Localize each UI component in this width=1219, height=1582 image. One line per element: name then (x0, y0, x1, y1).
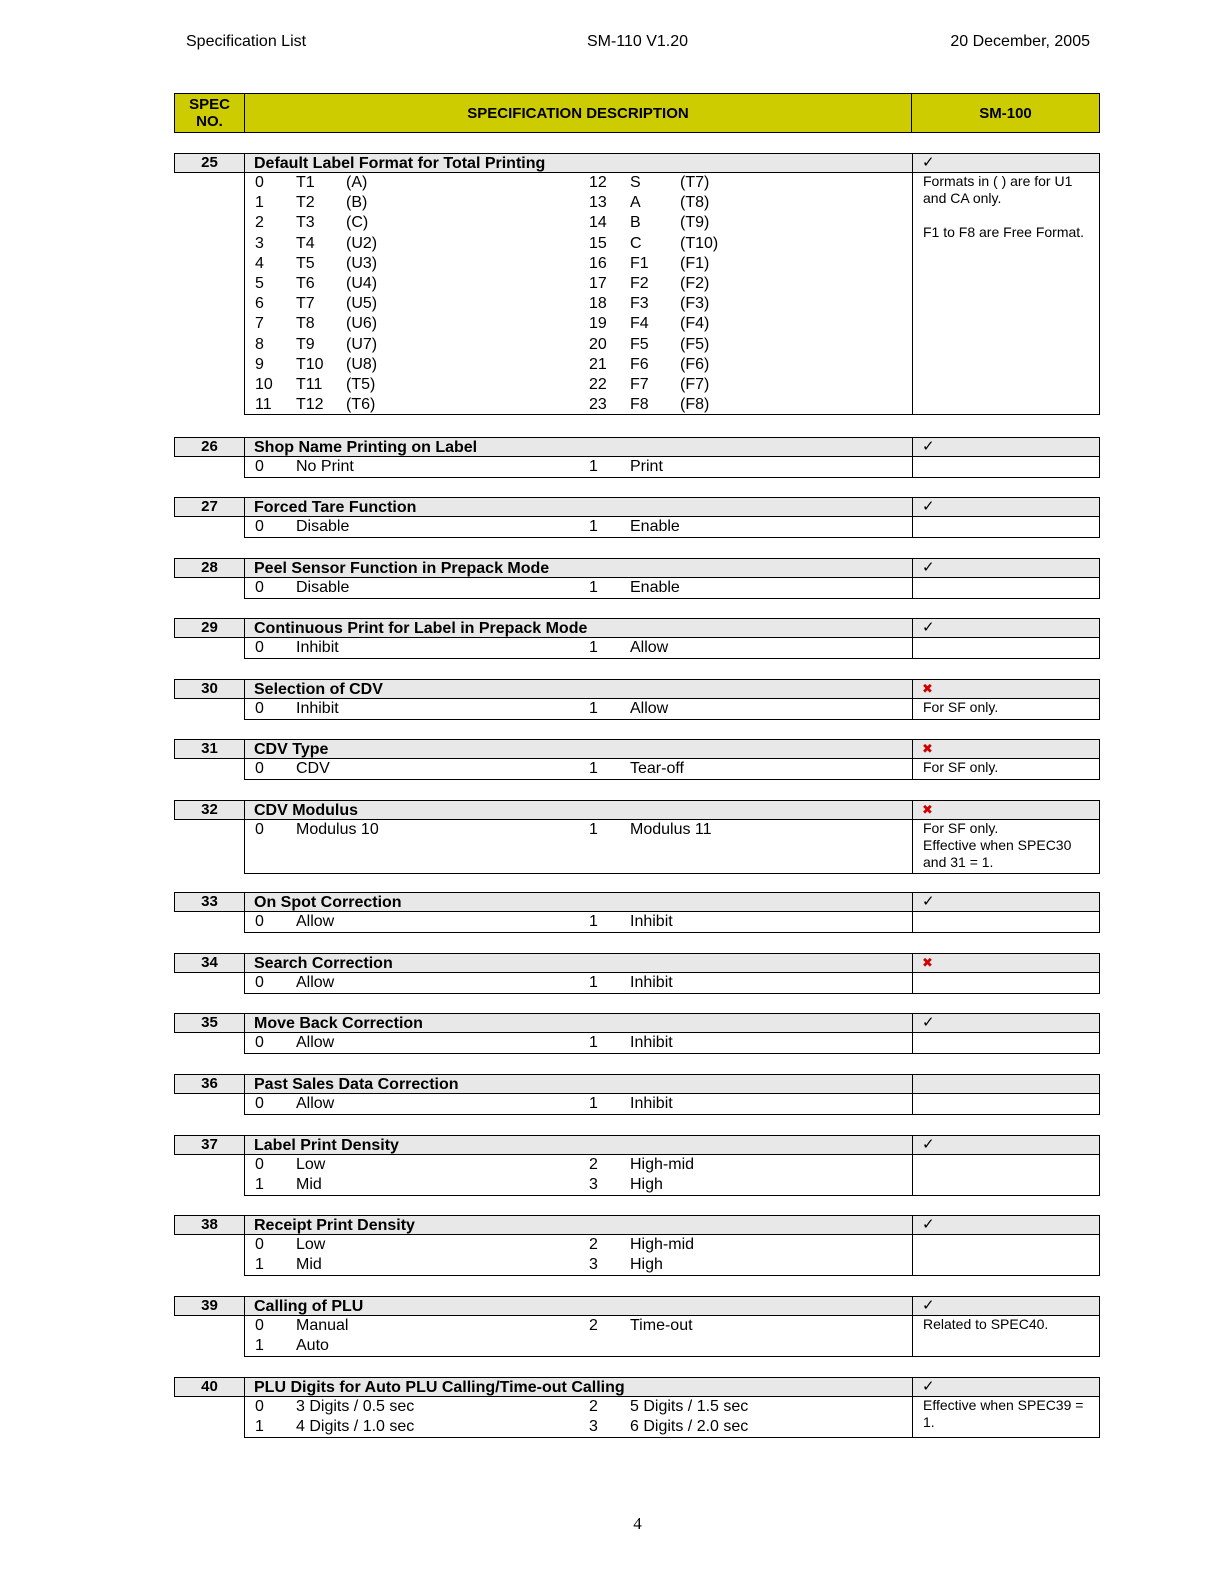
option-right-value: 14 (589, 214, 607, 232)
option-left-code: (T6) (346, 396, 376, 414)
divider (912, 973, 913, 993)
option-right-label: F3 (630, 295, 649, 313)
spec-title-row (174, 1377, 1100, 1397)
option-right-label: F1 (630, 254, 649, 272)
option-right-label: F6 (630, 355, 649, 373)
spec-options (244, 1094, 1100, 1115)
check-icon: ✓ (922, 893, 935, 910)
spec-39 (0, 1296, 1219, 1359)
option-right-code: (F5) (680, 335, 710, 353)
option-right-value: 1 (589, 458, 598, 475)
option-right-value: 1 (589, 1095, 598, 1112)
divider (912, 1136, 913, 1154)
column-header-row (174, 93, 1100, 133)
option-right-value: 2 (589, 1236, 598, 1253)
option-right-label: Inhibit (630, 974, 673, 991)
option-left-value: 0 (255, 700, 264, 717)
divider (912, 1397, 913, 1437)
spec-options (244, 457, 1100, 478)
option-left-label: Disable (296, 518, 350, 535)
divider (912, 680, 913, 698)
check-icon: ✓ (922, 1378, 935, 1395)
option-left-value: 5 (255, 275, 264, 292)
option-right-code: (T7) (680, 174, 710, 191)
option-left-label: T2 (296, 194, 315, 212)
option-right-label: A (630, 194, 641, 212)
option-left-value: 10 (255, 376, 273, 393)
option-right-value: 19 (589, 315, 607, 333)
option-right-label: S (630, 174, 641, 191)
option-right-value: 20 (589, 335, 607, 353)
spec-number: 37 (175, 1136, 245, 1154)
option-left-label: T12 (296, 396, 324, 414)
spec-options (244, 638, 1100, 659)
option-left-label: Manual (296, 1317, 349, 1334)
check-icon: ✓ (922, 1014, 935, 1031)
option-right-value: 2 (589, 1317, 598, 1334)
spec-title: Receipt Print Density (254, 1217, 415, 1234)
option-right-value: 1 (589, 700, 598, 717)
spec-title-row (174, 558, 1100, 578)
option-left-label: Allow (296, 1095, 335, 1112)
spec-38 (0, 1215, 1219, 1278)
divider (912, 498, 913, 516)
option-right-label: Allow (630, 700, 669, 717)
option-right-code: (F2) (680, 275, 710, 292)
option-left-value: 0 (255, 974, 264, 991)
spec-number: 40 (175, 1378, 245, 1396)
option-left-value: 0 (255, 913, 264, 930)
option-left-value: 0 (255, 174, 264, 191)
spec-title-row (174, 1074, 1100, 1094)
option-right-label: Modulus 11 (630, 821, 712, 838)
check-icon: ✓ (922, 154, 935, 171)
check-icon: ✓ (922, 1297, 935, 1314)
divider (912, 1075, 913, 1093)
spec-title: CDV Modulus (254, 802, 358, 819)
option-right-value: 21 (589, 355, 607, 373)
spec-title-row (174, 153, 1100, 173)
spec-title: Continuous Print for Label in Prepack Mode (254, 620, 588, 637)
option-left-value: 0 (255, 1095, 264, 1112)
option-right-value: 1 (589, 1034, 598, 1051)
option-left-label: Mid (296, 1256, 322, 1274)
cross-icon: ✖ (922, 955, 933, 970)
option-right-value: 1 (589, 760, 598, 777)
option-right-code: (F1) (680, 254, 710, 272)
option-right-value: 1 (589, 974, 598, 991)
option-left-label: T3 (296, 214, 315, 232)
spec-number: 33 (175, 893, 245, 911)
cross-icon: ✖ (922, 681, 933, 696)
option-right-label: High-mid (630, 1236, 695, 1253)
column-spec-no: SPEC NO. (175, 94, 245, 132)
divider (912, 619, 913, 637)
spec-title: Calling of PLU (254, 1298, 364, 1315)
divider (912, 438, 913, 456)
option-right-label: Inhibit (630, 1034, 673, 1051)
spec-note: Effective when SPEC39 = 1. (923, 1397, 1084, 1430)
option-left-value: 4 (255, 254, 264, 272)
spec-number: 25 (175, 154, 245, 172)
spec-number: 38 (175, 1216, 245, 1234)
header-model: SM-110 V1.20 (586, 33, 689, 50)
option-left-value: 3 (255, 234, 264, 252)
spec-options (244, 973, 1100, 994)
option-right-code: (F4) (680, 315, 710, 333)
option-left-value: 9 (255, 355, 264, 373)
option-left-label: Modulus 10 (296, 821, 379, 838)
spec-options (244, 912, 1100, 933)
spec-number: 27 (175, 498, 245, 516)
check-icon: ✓ (922, 1216, 935, 1233)
option-left-value: 0 (255, 1398, 264, 1415)
spec-35 (0, 1013, 1219, 1056)
spec-37 (0, 1135, 1219, 1198)
spec-title: On Spot Correction (254, 894, 402, 911)
check-icon: ✓ (922, 438, 935, 455)
option-left-label: Low (296, 1236, 326, 1253)
spec-26 (0, 437, 1219, 480)
option-right-value: 16 (589, 254, 607, 272)
option-right-label: F8 (630, 396, 649, 414)
spec-title: Label Print Density (254, 1137, 399, 1154)
option-right-code: (F3) (680, 295, 710, 313)
option-right-code: (F7) (680, 376, 710, 393)
option-left-label: T10 (296, 355, 324, 373)
option-right-label: C (630, 234, 642, 252)
spec-number: 26 (175, 438, 245, 456)
page-number: 4 (633, 1514, 642, 1533)
spec-title: Search Correction (254, 955, 393, 972)
spec-title-row (174, 679, 1100, 699)
divider (912, 517, 913, 537)
option-left-value: 1 (255, 194, 264, 212)
option-left-label: Allow (296, 913, 335, 930)
spec-options (244, 1033, 1100, 1054)
option-left-value: 0 (255, 639, 264, 656)
spec-title-row (174, 739, 1100, 759)
option-left-label: T6 (296, 275, 315, 292)
spec-title: Shop Name Printing on Label (254, 439, 478, 456)
spec-options (244, 759, 1100, 780)
option-left-value: 0 (255, 579, 264, 596)
spec-title: CDV Type (254, 741, 329, 758)
spec-number: 39 (175, 1297, 245, 1315)
divider (912, 759, 913, 779)
option-left-code: (A) (346, 174, 368, 191)
option-left-label: T1 (296, 174, 315, 191)
option-right-code: (F8) (680, 396, 710, 414)
option-right-value: 3 (589, 1176, 598, 1194)
spec-note: For SF only. Effective when SPEC30 and 31 = 1. (923, 820, 1072, 870)
option-left-value: 0 (255, 821, 264, 838)
spec-note: For SF only. (923, 699, 999, 715)
spec-title-row (174, 1296, 1100, 1316)
spec-title: Selection of CDV (254, 681, 383, 698)
divider (912, 1378, 913, 1396)
option-left-value: 8 (255, 335, 264, 353)
spec-options (244, 820, 1100, 874)
spec-note: Related to SPEC40. (923, 1316, 1049, 1332)
spec-options (244, 1316, 1100, 1357)
divider (912, 740, 913, 758)
option-right-value: 18 (589, 295, 607, 313)
spec-note: Formats in ( ) are for U1 and CA only. F1 to F8 are Free Format. (923, 173, 1085, 240)
divider (912, 1033, 913, 1053)
option-left-code: (U4) (346, 275, 378, 292)
divider (912, 699, 913, 719)
spec-title-row (174, 800, 1100, 820)
spec-34 (0, 953, 1219, 996)
divider (912, 1014, 913, 1032)
divider (912, 559, 913, 577)
spec-number: 36 (175, 1075, 245, 1093)
check-icon: ✓ (922, 498, 935, 515)
header-title: Specification List (186, 33, 307, 50)
option-left-label: Disable (296, 579, 350, 596)
option-right-code: (T8) (680, 194, 710, 212)
option-left-label: Auto (296, 1337, 329, 1355)
option-left-value: 0 (255, 1317, 264, 1334)
option-left-value: 1 (255, 1176, 264, 1194)
spec-32 (0, 800, 1219, 876)
option-left-label: T8 (296, 315, 315, 333)
option-left-value: 11 (255, 396, 272, 414)
option-left-value: 0 (255, 1236, 264, 1253)
option-right-label: High (630, 1176, 663, 1194)
option-left-label: Inhibit (296, 639, 339, 656)
option-left-code: (C) (346, 214, 369, 232)
option-right-value: 15 (589, 234, 607, 252)
divider (912, 457, 913, 477)
option-left-label: T4 (296, 234, 315, 252)
option-right-value: 13 (589, 194, 607, 212)
option-right-label: Inhibit (630, 913, 673, 930)
option-left-value: 0 (255, 518, 264, 535)
spec-options (244, 1235, 1100, 1276)
spec-options (244, 1155, 1100, 1196)
option-right-value: 12 (589, 174, 607, 191)
option-right-value: 2 (589, 1398, 598, 1415)
spec-title-row (174, 1135, 1100, 1155)
spec-title-row (174, 892, 1100, 912)
spec-25 (0, 153, 1219, 417)
spec-options (244, 517, 1100, 538)
option-right-value: 1 (589, 639, 598, 656)
option-left-code: (U6) (346, 315, 378, 333)
spec-number: 35 (175, 1014, 245, 1032)
option-right-value: 17 (589, 275, 607, 292)
spec-number: 29 (175, 619, 245, 637)
option-left-label: Allow (296, 1034, 335, 1051)
divider (912, 578, 913, 598)
option-left-label: T5 (296, 254, 315, 272)
option-right-code: (T9) (680, 214, 710, 232)
spec-number: 31 (175, 740, 245, 758)
option-right-value: 2 (589, 1156, 598, 1173)
spec-number: 32 (175, 801, 245, 819)
divider (912, 1316, 913, 1356)
option-left-label: CDV (296, 760, 330, 777)
option-left-code: (B) (346, 194, 368, 212)
option-left-code: (U8) (346, 355, 378, 373)
option-right-label: Enable (630, 518, 680, 535)
check-icon: ✓ (922, 559, 935, 576)
divider (912, 173, 913, 414)
spec-29 (0, 618, 1219, 661)
spec-number: 28 (175, 559, 245, 577)
option-left-label: Allow (296, 974, 335, 991)
option-left-label: T7 (296, 295, 315, 313)
check-icon: ✓ (922, 619, 935, 636)
divider (912, 820, 913, 873)
option-left-value: 0 (255, 1034, 264, 1051)
spec-title-row (174, 1013, 1100, 1033)
option-left-label: T11 (296, 376, 323, 393)
option-right-label: F5 (630, 335, 649, 353)
option-left-label: 3 Digits / 0.5 sec (296, 1398, 415, 1415)
option-right-label: B (630, 214, 641, 232)
spec-title: Peel Sensor Function in Prepack Mode (254, 560, 550, 577)
spec-title: Move Back Correction (254, 1015, 423, 1032)
divider (912, 1235, 913, 1275)
spec-33 (0, 892, 1219, 935)
option-left-value: 1 (255, 1256, 264, 1274)
column-model: SM-100 (979, 104, 1032, 122)
spec-31 (0, 739, 1219, 782)
option-right-label: F7 (630, 376, 649, 393)
option-right-value: 1 (589, 821, 598, 838)
option-right-label: High-mid (630, 1156, 695, 1173)
option-right-label: Enable (630, 579, 680, 596)
spec-number: 30 (175, 680, 245, 698)
option-right-label: Allow (630, 639, 669, 656)
option-left-code: (U2) (346, 234, 378, 252)
divider (912, 1155, 913, 1195)
spec-40 (0, 1377, 1219, 1440)
column-description: SPECIFICATION DESCRIPTION (245, 94, 912, 132)
option-right-label: 5 Digits / 1.5 sec (630, 1398, 749, 1415)
option-left-value: 6 (255, 295, 264, 313)
option-right-label: 6 Digits / 2.0 sec (630, 1418, 749, 1436)
option-left-label: Inhibit (296, 700, 339, 717)
option-left-label: No Print (296, 458, 354, 475)
header-date: 20 December, 2005 (950, 33, 1090, 50)
divider (912, 1094, 913, 1114)
spec-title-row (174, 953, 1100, 973)
spec-number: 34 (175, 954, 245, 972)
option-left-value: 2 (255, 214, 264, 232)
divider (912, 1297, 913, 1315)
spec-options (244, 1397, 1100, 1438)
divider (912, 1216, 913, 1234)
option-left-value: 0 (255, 1156, 264, 1173)
cross-icon: ✖ (922, 802, 933, 817)
spec-30 (0, 679, 1219, 722)
option-left-code: (U5) (346, 295, 378, 313)
check-icon: ✓ (922, 1136, 935, 1153)
option-right-label: Tear-off (630, 760, 684, 777)
option-left-code: (T5) (346, 376, 376, 393)
option-left-label: Low (296, 1156, 326, 1173)
option-left-value: 0 (255, 760, 264, 777)
option-right-value: 1 (589, 579, 598, 596)
divider (912, 801, 913, 819)
option-right-code: (T10) (680, 234, 719, 252)
spec-title-row (174, 1215, 1100, 1235)
spec-options (244, 173, 1100, 415)
option-left-value: 1 (255, 1337, 264, 1355)
spec-title: Default Label Format for Total Printing (254, 155, 546, 172)
option-right-label: High (630, 1256, 663, 1274)
divider (912, 912, 913, 932)
option-right-value: 1 (589, 913, 598, 930)
option-left-value: 7 (255, 315, 264, 333)
option-right-value: 3 (589, 1418, 598, 1436)
option-right-value: 23 (589, 396, 607, 414)
spec-options (244, 578, 1100, 599)
option-right-label: Inhibit (630, 1095, 673, 1112)
divider (912, 638, 913, 658)
spec-title-row (174, 497, 1100, 517)
option-left-value: 0 (255, 458, 264, 475)
spec-options (244, 699, 1100, 720)
spec-title: Forced Tare Function (254, 499, 417, 516)
option-left-label: T9 (296, 335, 315, 353)
option-right-value: 3 (589, 1256, 598, 1274)
spec-title: PLU Digits for Auto PLU Calling/Time-out Calling (254, 1379, 625, 1396)
spec-note: For SF only. (923, 759, 999, 775)
spec-28 (0, 558, 1219, 601)
spec-title-row (174, 618, 1100, 638)
spec-36 (0, 1074, 1219, 1117)
option-right-value: 1 (589, 518, 598, 535)
option-left-code: (U3) (346, 254, 378, 272)
option-right-code: (F6) (680, 355, 710, 373)
option-left-label: Mid (296, 1176, 322, 1194)
spec-27 (0, 497, 1219, 540)
spec-title: Past Sales Data Correction (254, 1076, 459, 1093)
spec-title-row (174, 437, 1100, 457)
divider (912, 154, 913, 172)
option-left-code: (U7) (346, 335, 378, 353)
option-right-label: F2 (630, 275, 649, 292)
divider (912, 954, 913, 972)
option-right-value: 22 (589, 376, 607, 393)
option-left-label: 4 Digits / 1.0 sec (296, 1418, 415, 1436)
option-left-value: 1 (255, 1418, 264, 1436)
option-right-label: Print (630, 458, 663, 475)
option-right-label: Time-out (630, 1317, 693, 1334)
option-right-label: F4 (630, 315, 649, 333)
divider (912, 893, 913, 911)
cross-icon: ✖ (922, 741, 933, 756)
